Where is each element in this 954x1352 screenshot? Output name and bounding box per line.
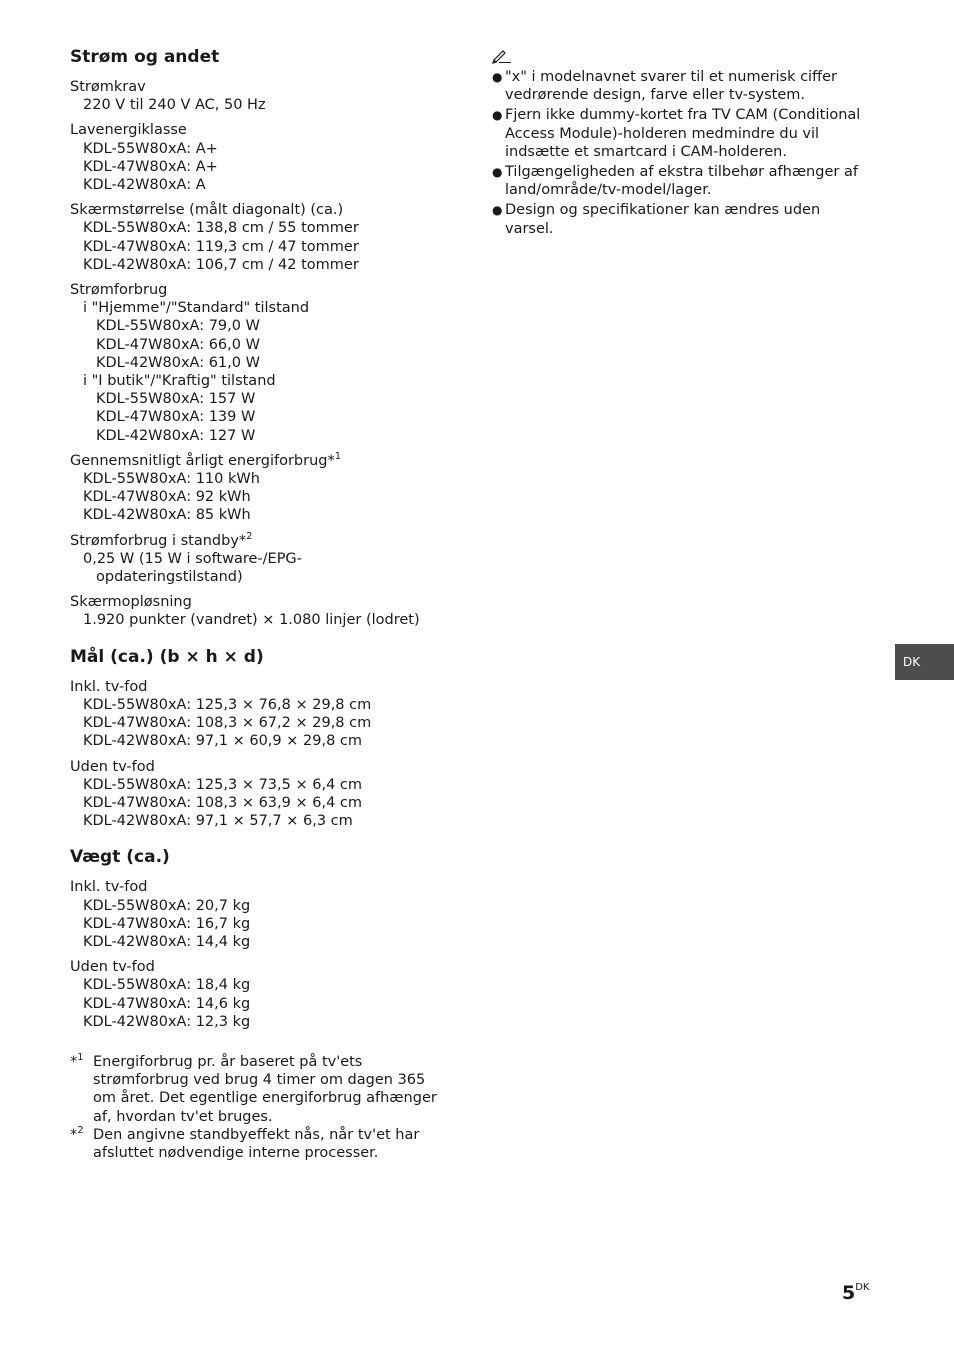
dims-without-stand [70, 758, 470, 831]
footnote-1 [70, 1053, 470, 1126]
list-line: varsel. [505, 220, 554, 237]
without-stand-label: Uden tv-fod [70, 758, 155, 775]
shop-mode-item: KDL-55W80xA: 157 W [96, 391, 256, 408]
footnote-2-sup: 2 [77, 1124, 84, 1136]
left-column [70, 46, 470, 1162]
page-number [842, 1281, 870, 1305]
screen-size-item: KDL-55W80xA: 138,8 cm / 55 tommer [83, 220, 359, 237]
footnote-ref-2: 2 [246, 530, 253, 542]
footnote-line: afsluttet nødvendige interne processer. [93, 1144, 379, 1161]
list-line: vedrørende design, farve eller tv-system. [505, 87, 806, 104]
section-title-power: Strøm og andet [70, 47, 220, 67]
energy-class-item: KDL-47W80xA: A+ [83, 158, 218, 175]
list-item [492, 68, 882, 104]
standby-label-text: Strømforbrug i standby* [70, 532, 247, 549]
standby-value-line2: opdateringstilstand) [96, 569, 243, 586]
shop-mode-label: i "I butik"/"Kraftig" tilstand [83, 373, 276, 390]
annual-label [70, 452, 470, 470]
notes-list [492, 68, 882, 238]
power-consumption [70, 281, 470, 445]
footnote-line: strømforbrug ved brug 4 timer om dagen 365 [93, 1072, 426, 1089]
screen-resolution [70, 593, 470, 629]
power-req-label: Strømkrav [70, 79, 146, 95]
dims-with-stand [70, 678, 470, 751]
power-cons-label: Strømforbrug [70, 282, 168, 299]
footnote-line: Energiforbrug pr. år baseret på tv'ets [93, 1053, 363, 1070]
home-mode-item: KDL-55W80xA: 79,0 W [96, 318, 260, 335]
bullet-icon: ● [492, 203, 503, 218]
bullet-icon: ● [492, 108, 503, 123]
footnote-1-star: * [70, 1053, 78, 1070]
list-line: "x" i modelnavnet svarer til et numerisk ciffer [505, 69, 837, 85]
bullet-icon: ● [492, 165, 503, 180]
energy-class-item: KDL-55W80xA: A+ [83, 140, 218, 157]
dims-item: KDL-47W80xA: 108,3 × 67,2 × 29,8 cm [83, 715, 372, 732]
energy-class-label: Lavenergiklasse [70, 122, 187, 139]
weight-item: KDL-42W80xA: 14,4 kg [83, 933, 251, 950]
list-line: Fjern ikke dummy-kortet fra TV CAM (Conditional [505, 107, 861, 124]
language-tab: DK [895, 644, 954, 680]
weight-item: KDL-55W80xA: 20,7 kg [83, 897, 251, 914]
footnote-line: af, hvordan tv'et bruges. [93, 1108, 273, 1125]
dims-item: KDL-55W80xA: 125,3 × 73,5 × 6,4 cm [83, 776, 363, 793]
shop-mode-item: KDL-47W80xA: 139 W [96, 409, 256, 426]
standby-power [70, 532, 470, 587]
weight-item: KDL-47W80xA: 14,6 kg [83, 995, 251, 1012]
page-number-suffix: DK [855, 1282, 870, 1293]
screen-size [70, 201, 470, 274]
right-column [492, 48, 882, 240]
dims-item: KDL-47W80xA: 108,3 × 63,9 × 6,4 cm [83, 794, 363, 811]
footnote-line: om året. Det egentlige energiforbrug afhænger [93, 1090, 437, 1107]
energy-class-item: KDL-42W80xA: A [83, 177, 206, 194]
weight-item: KDL-55W80xA: 18,4 kg [83, 977, 251, 994]
screen-size-label: Skærmstørrelse (målt diagonalt) (ca.) [70, 202, 344, 219]
footnotes [70, 1053, 470, 1162]
home-mode-item: KDL-42W80xA: 61,0 W [96, 354, 260, 371]
weight-item: KDL-42W80xA: 12,3 kg [83, 1013, 251, 1030]
footnote-1-sup: 1 [77, 1052, 84, 1064]
weight-with-stand-label: Inkl. tv-fod [70, 879, 148, 896]
footnote-2 [70, 1126, 470, 1162]
dims-item: KDL-55W80xA: 125,3 × 76,8 × 29,8 cm [83, 696, 372, 713]
power-requirements [70, 78, 470, 114]
annual-item: KDL-42W80xA: 85 kWh [83, 507, 251, 524]
screen-size-item: KDL-42W80xA: 106,7 cm / 42 tommer [83, 256, 359, 273]
list-line: Tilgængeligheden af ekstra tilbehør afhænger af [505, 164, 858, 181]
section-title-dimensions: Mål (ca.) (b × h × d) [70, 646, 264, 667]
list-item [492, 163, 882, 199]
annual-item: KDL-47W80xA: 92 kWh [83, 489, 251, 506]
weight-item: KDL-47W80xA: 16,7 kg [83, 915, 251, 932]
page-number-value: 5 [842, 1282, 856, 1304]
standby-value-line1: 0,25 W (15 W i software-/EPG- [83, 550, 302, 567]
annual-energy [70, 452, 470, 525]
shop-mode-item: KDL-42W80xA: 127 W [96, 427, 256, 444]
resolution-label: Skærmopløsning [70, 594, 192, 611]
weight-without-stand-label: Uden tv-fod [70, 959, 155, 976]
footnote-ref-1: 1 [334, 451, 342, 463]
footnote-2-mark [70, 1126, 84, 1144]
screen-size-item: KDL-47W80xA: 119,3 cm / 47 tommer [83, 238, 359, 255]
list-item [492, 106, 882, 161]
footnote-line: Den angivne standbyeffekt nås, når tv'et har [93, 1126, 420, 1143]
list-line: indsætte et smartcard i CAM-holderen. [505, 143, 787, 160]
energy-class [70, 121, 470, 194]
annual-item: KDL-55W80xA: 110 kWh [83, 471, 260, 488]
section-title-weight: Vægt (ca.) [70, 847, 170, 868]
weight-without-stand [70, 958, 470, 1031]
footnote-1-mark [70, 1053, 84, 1071]
list-item [492, 201, 882, 237]
resolution-value: 1.920 punkter (vandret) × 1.080 linjer (lodret) [83, 612, 420, 629]
dims-item: KDL-42W80xA: 97,1 × 57,7 × 6,3 cm [83, 813, 353, 830]
dims-item: KDL-42W80xA: 97,1 × 60,9 × 29,8 cm [83, 733, 363, 750]
note-pencil-icon [492, 48, 882, 66]
annual-label-text: Gennemsnitligt årligt energiforbrug* [70, 452, 335, 469]
standby-label [70, 532, 470, 550]
power-req-value: 220 V til 240 V AC, 50 Hz [83, 97, 266, 114]
bullet-icon: ● [492, 70, 503, 84]
weight-with-stand [70, 878, 470, 951]
list-line: Access Module)-holderen medmindre du vil [505, 125, 820, 142]
list-line: land/område/tv-model/lager. [505, 182, 712, 199]
with-stand-label: Inkl. tv-fod [70, 678, 148, 695]
footnote-2-star: * [70, 1126, 78, 1143]
list-line: Design og specifikationer kan ændres uden [505, 202, 821, 219]
note-pencil-svg [492, 48, 512, 64]
home-mode-label: i "Hjemme"/"Standard" tilstand [83, 300, 310, 317]
home-mode-item: KDL-47W80xA: 66,0 W [96, 336, 260, 353]
